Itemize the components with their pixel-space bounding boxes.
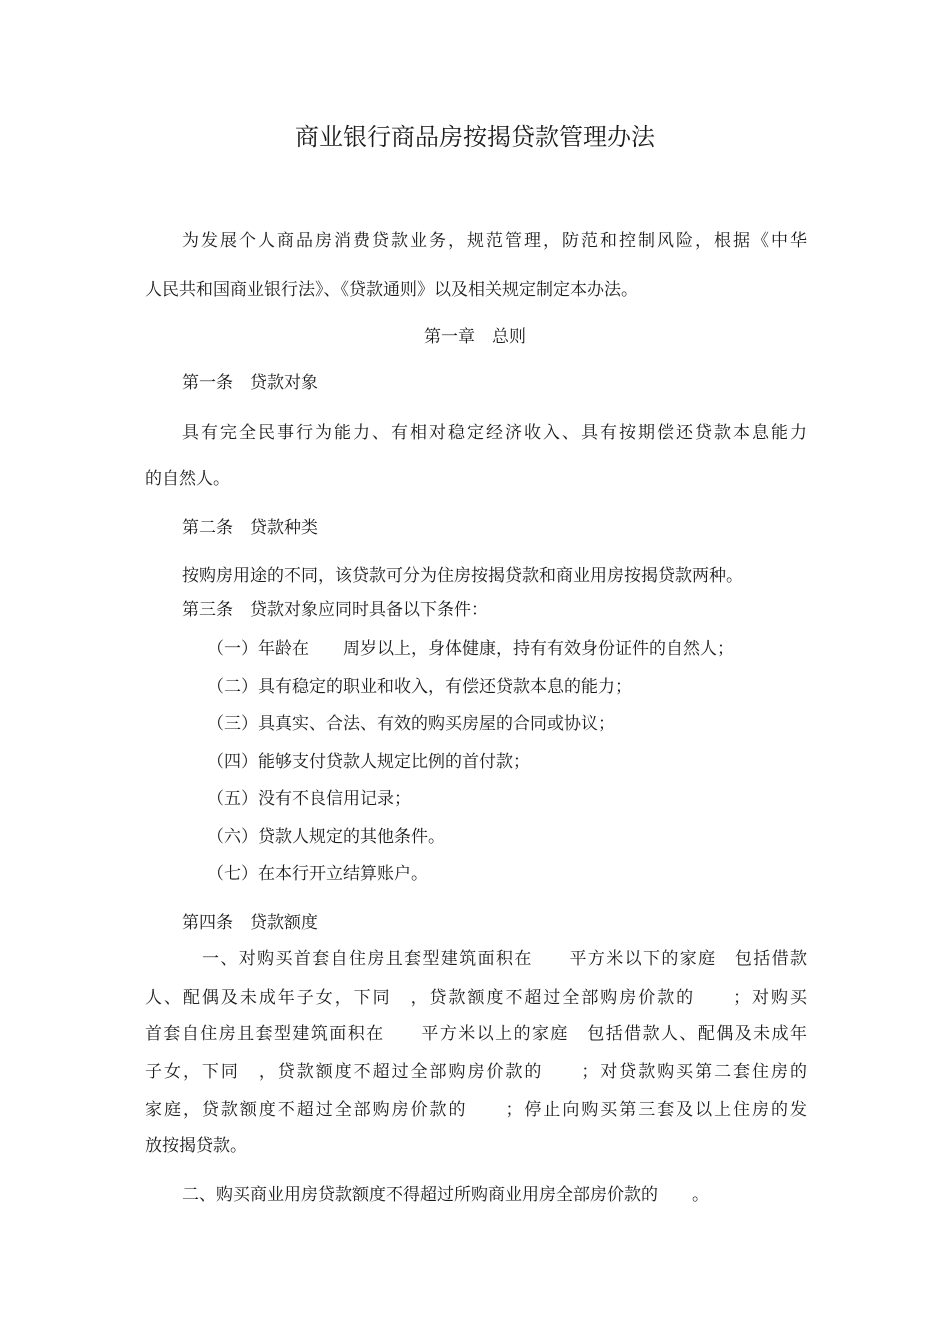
article-3-heading: 第三条 贷款对象应同时具备以下条件： xyxy=(182,600,488,620)
article-4-para-1-line-2: 人、配偶及未成年子女，下同 ，贷款额度不超过全部购房价款的 ；对购买 xyxy=(145,988,807,1008)
article-4-para-1-line-3: 首套自住房且套型建筑面积在 平方米以上的家庭 包括借款人、配偶及未成年 xyxy=(145,1024,807,1044)
intro-line-2: 人民共和国商业银行法》、《贷款通则》以及相关规定制定本办法。 xyxy=(145,280,638,300)
document-title: 商业银行商品房按揭贷款管理办法 xyxy=(295,123,655,151)
article-3-item-2: （二）具有稳定的职业和收入，有偿还贷款本息的能力； xyxy=(207,677,632,697)
article-1-line-1: 具有完全民事行为能力、有相对稳定经济收入、具有按期偿还贷款本息能力 xyxy=(182,423,807,443)
article-1-heading: 第一条 贷款对象 xyxy=(182,373,318,393)
article-3-item-6: （六）贷款人规定的其他条件。 xyxy=(207,827,445,847)
article-4-para-2: 二、购买商业用房贷款额度不得超过所购商业用房全部房价款的 。 xyxy=(182,1185,709,1205)
article-3-item-4: （四）能够支付贷款人规定比例的首付款； xyxy=(207,752,530,772)
article-1-line-2: 的自然人。 xyxy=(145,469,230,489)
article-4-para-1-line-6: 放按揭贷款。 xyxy=(145,1136,247,1156)
article-3-item-3: （三）具真实、合法、有效的购买房屋的合同或协议； xyxy=(207,714,615,734)
article-4-para-1-line-1: 一、对购买首套自住房且套型建筑面积在 平方米以下的家庭 包括借款 xyxy=(202,949,807,969)
article-3-item-7: （七）在本行开立结算账户。 xyxy=(207,864,428,884)
chapter-heading: 第一章 总则 xyxy=(424,327,526,347)
article-2-text: 按购房用途的不同，该贷款可分为住房按揭贷款和商业用房按揭贷款两种。 xyxy=(182,566,743,586)
article-2-heading: 第二条 贷款种类 xyxy=(182,518,318,538)
article-4-heading: 第四条 贷款额度 xyxy=(182,913,318,933)
article-4-para-1-line-5: 家庭，贷款额度不超过全部购房价款的 ；停止向购买第三套及以上住房的发 xyxy=(145,1100,807,1120)
intro-line-1: 为发展个人商品房消费贷款业务，规范管理，防范和控制风险，根据《中华 xyxy=(182,231,807,251)
article-3-item-1: （一）年龄在 周岁以上，身体健康，持有有效身份证件的自然人； xyxy=(207,639,734,659)
article-3-item-5: （五）没有不良信用记录； xyxy=(207,789,411,809)
article-4-para-1-line-4: 子女，下同 ，贷款额度不超过全部购房价款的 ；对贷款购买第二套住房的 xyxy=(145,1062,807,1082)
